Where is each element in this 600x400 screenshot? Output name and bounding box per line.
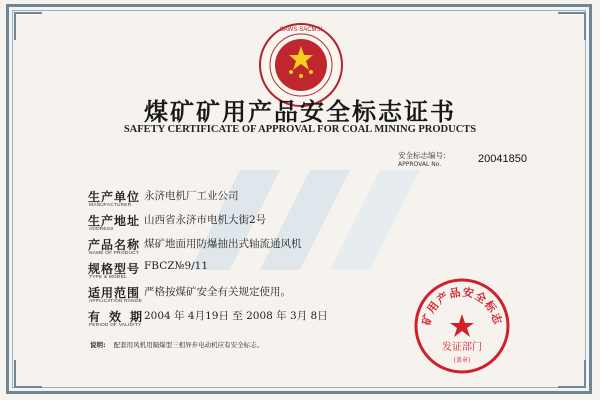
field-manufacturer [88,188,508,212]
certificate-title-english: SAFETY CERTIFICATE OF APPROVAL FOR COAL MINING PRODUCTS [123,124,477,135]
field-product-name [88,236,508,260]
field-label-english: NAME OF PRODUCT [89,251,139,256]
approval-label: 安全标志编号: [398,151,446,160]
field-value: 煤矿地面用防爆抽出式轴流通风机 [144,238,302,250]
note-label: 说明: [90,341,106,349]
field-label-english: MANUFACTURER [89,203,132,208]
seal-ring-text: 矿用产品安全标志 [419,285,505,327]
field-value: 2004 年 4月19日 至 2008 年 3月 8日 [144,310,328,322]
corner-ornament [558,360,586,388]
field-label-english: PERIOD OF VALIDITY [89,323,142,328]
seal-stamp-note: (盖章) [453,357,471,364]
field-label: 产品名称 [88,238,141,252]
field-label: 适用范围 [88,286,141,300]
field-address [88,212,508,236]
corner-ornament [14,12,42,40]
note-text: 配套用风机用隔爆型三相异步电动机应有安全标志。 [113,341,264,349]
field-label: 有效期 [88,310,152,324]
field-value: 严格按煤矿安全有关规定使用。 [144,286,291,298]
corner-ornament [14,360,42,388]
field-label: 生产单位 [88,190,141,204]
emblem-ring-text: SAWS·SACMSI [279,27,323,33]
field-label: 生产地址 [88,214,141,228]
seal-department: 发证部门 [442,342,482,353]
approval-number: 20041850 [478,153,527,165]
approval-number-block [398,151,548,169]
approval-label-english: APPROVAL No. [398,161,442,168]
corner-ornament [558,12,586,40]
field-value: FBCZ№9/11 [144,260,209,272]
certificate-title: 煤矿矿用产品安全标志证书 [144,97,456,126]
note [90,340,263,349]
field-label: 规格型号 [88,262,141,276]
field-label-english: TYPE & MODEL [89,275,127,280]
field-value: 山西省永济市电机大街2号 [144,214,267,226]
official-seal-icon [412,276,512,376]
field-label-english: APPLICATION RANGE [89,299,143,304]
field-label-english: ADDRESS [89,227,114,232]
field-value: 永济电机厂工业公司 [144,190,239,202]
